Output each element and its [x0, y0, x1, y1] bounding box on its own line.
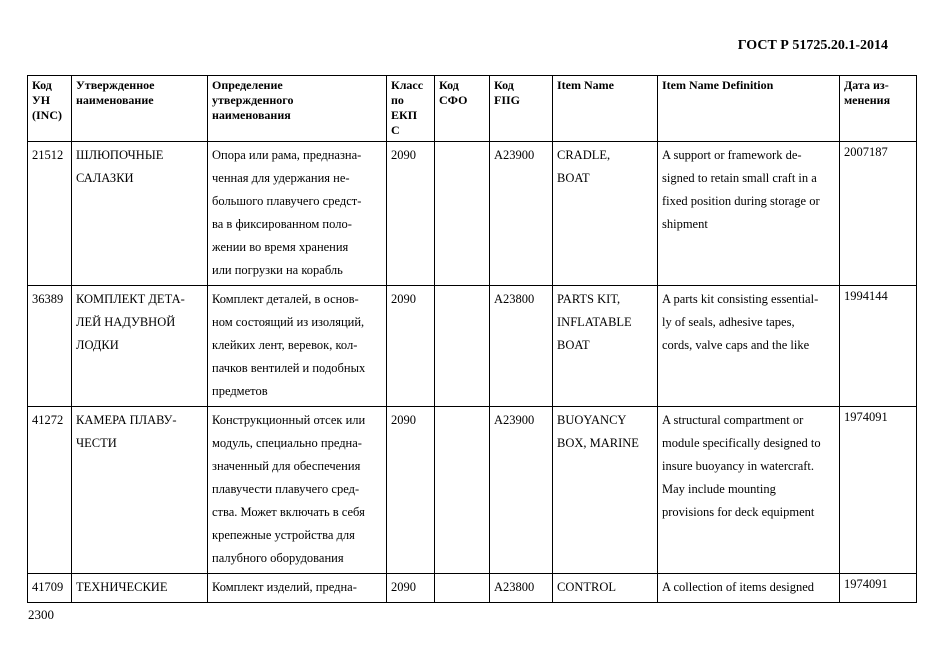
cell-inc: 21512	[28, 142, 72, 286]
cell-item-name: PARTS KIT, INFLATABLE BOAT	[553, 286, 658, 407]
cell-item-name: CRADLE, BOAT	[553, 142, 658, 286]
cell-approved-name: КОМПЛЕКТ ДЕТА- ЛЕЙ НАДУВНОЙ ЛОДКИ	[72, 286, 208, 407]
cell-definition: Комплект деталей, в основ- ном состоящий из изоляций, клейких лент, веревок, кол- пачков вентилей и подобных предметов	[208, 286, 387, 407]
cell-inc: 36389	[28, 286, 72, 407]
col-header-class: Класс по ЕКП С	[387, 76, 435, 142]
cell-fiig: A23900	[490, 142, 553, 286]
cell-change-date: 1994144	[840, 286, 917, 407]
cell-item-name: CONTROL	[553, 574, 658, 603]
table-row	[28, 142, 917, 286]
col-header-fiig: Код FIIG	[490, 76, 553, 142]
table-row	[28, 574, 917, 603]
cell-sfo	[435, 142, 490, 286]
table-row	[28, 407, 917, 574]
col-header-definition: Определение утвержденного наименования	[208, 76, 387, 142]
cell-approved-name: ТЕХНИЧЕСКИЕ	[72, 574, 208, 603]
cell-definition: Конструкционный отсек или модуль, специально предна- значенный для обеспечения плавучести плавучего сред- ства. Может включать в себя крепежные устройства для палубного оборудования	[208, 407, 387, 574]
cell-change-date: 1974091	[840, 407, 917, 574]
col-header-item-name: Item Name	[553, 76, 658, 142]
cell-inc: 41709	[28, 574, 72, 603]
cell-sfo	[435, 407, 490, 574]
col-header-sfo: Код СФО	[435, 76, 490, 142]
cell-sfo	[435, 286, 490, 407]
cell-definition: Опора или рама, предназна- ченная для удержания не- большого плавучего средст- ва в фиксированном поло- жении во время хранения или погрузки на корабль	[208, 142, 387, 286]
table-row	[28, 286, 917, 407]
col-header-change-date: Дата из- менения	[840, 76, 917, 142]
cell-definition: Комплект изделий, предна-	[208, 574, 387, 603]
col-header-inc: Код УН (INC)	[28, 76, 72, 142]
cell-change-date: 1974091	[840, 574, 917, 603]
cell-class: 2090	[387, 407, 435, 574]
cell-approved-name: ШЛЮПОЧНЫЕ САЛАЗКИ	[72, 142, 208, 286]
cell-inc: 41272	[28, 407, 72, 574]
cell-approved-name: КАМЕРА ПЛАВУ- ЧЕСТИ	[72, 407, 208, 574]
cell-item-definition: A collection of items designed	[658, 574, 840, 603]
cell-class: 2090	[387, 574, 435, 603]
cell-item-definition: A support or framework de- signed to retain small craft in a fixed position during storage or shipment	[658, 142, 840, 286]
cell-change-date: 2007187	[840, 142, 917, 286]
catalog-table	[27, 75, 917, 603]
cell-item-definition: A parts kit consisting essential- ly of seals, adhesive tapes, cords, valve caps and the like	[658, 286, 840, 407]
cell-fiig: A23800	[490, 574, 553, 603]
col-header-approved-name: Утвержденное наименование	[72, 76, 208, 142]
page-number: 2300	[28, 607, 54, 622]
col-header-item-definition: Item Name Definition	[658, 76, 840, 142]
table-header-row	[28, 76, 917, 142]
document-code: ГОСТ Р 51725.20.1-2014	[737, 38, 888, 53]
cell-fiig: A23800	[490, 286, 553, 407]
cell-item-definition: A structural compartment or module specifically designed to insure buoyancy in watercraft. May include mounting provisions for deck equipment	[658, 407, 840, 574]
cell-sfo	[435, 574, 490, 603]
cell-item-name: BUOYANCY BOX, MARINE	[553, 407, 658, 574]
cell-fiig: A23900	[490, 407, 553, 574]
cell-class: 2090	[387, 286, 435, 407]
cell-class: 2090	[387, 142, 435, 286]
